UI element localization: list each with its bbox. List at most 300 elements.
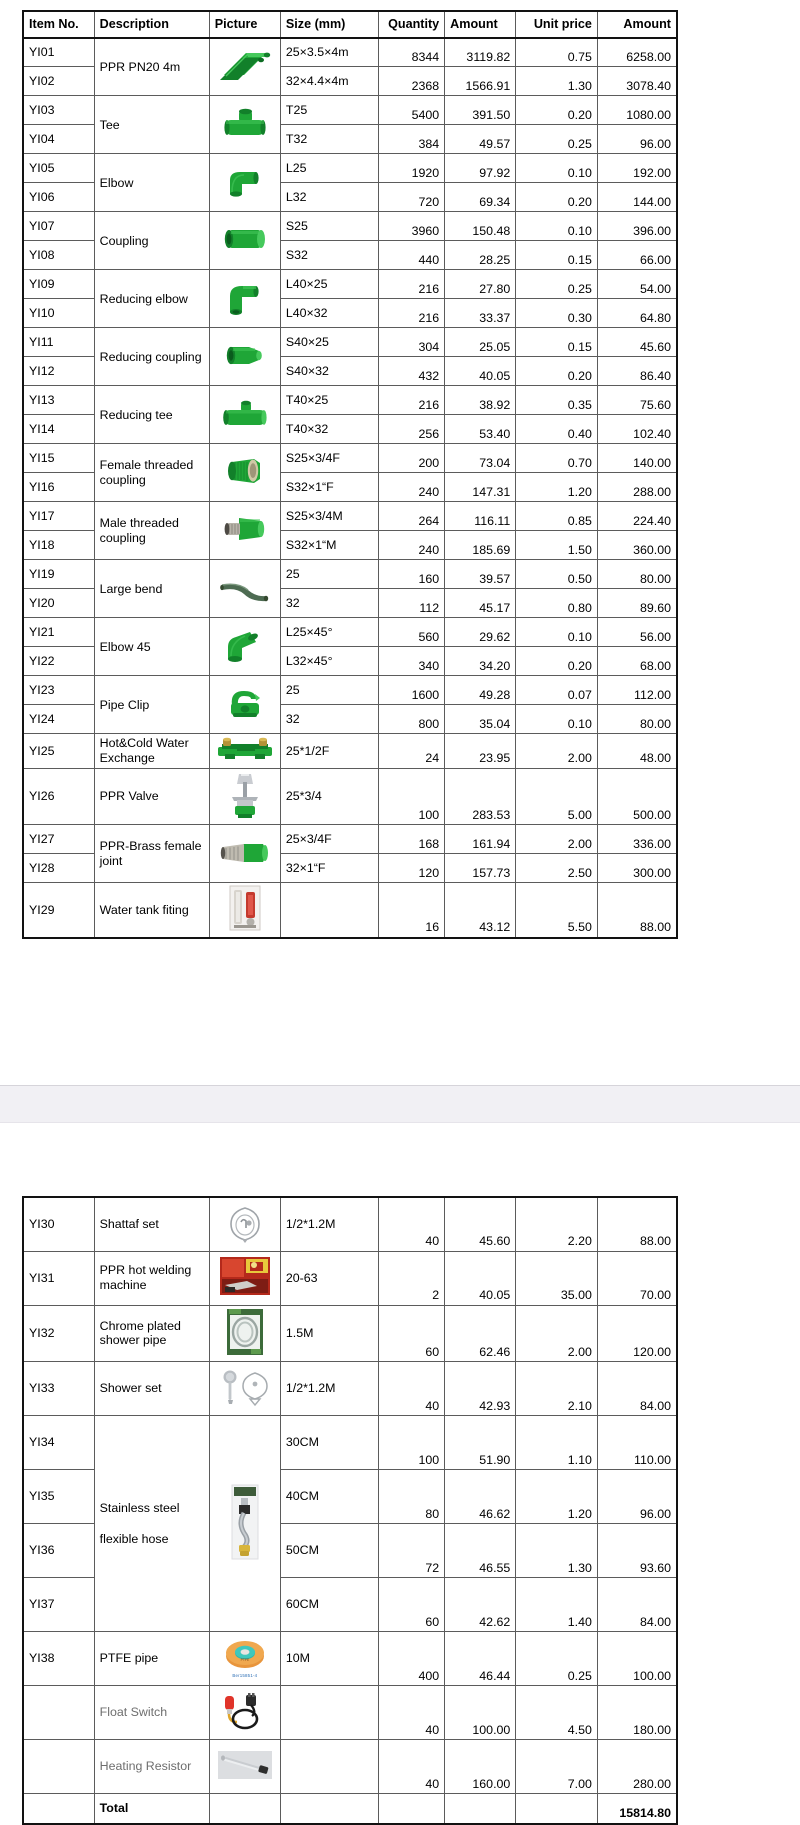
cell-amount: 97.92 [445,154,516,183]
cell-size: 25 [280,560,378,589]
cell-item-no: YI10 [23,299,94,328]
cell-amount: 42.62 [445,1578,516,1632]
cell-description [94,1305,209,1362]
cell-amount: 29.62 [445,618,516,647]
cell-quantity: 200 [379,444,445,473]
cell-description [94,883,209,938]
cell-quantity: 112 [379,589,445,618]
water-tank-fitting-icon [228,884,262,932]
col-header-unit-price: Unit price [516,11,598,38]
cell-amount: 43.12 [445,883,516,938]
cell-total: 93.60 [597,1524,677,1578]
cell-unit-price: 0.20 [516,647,598,676]
table-header-row [23,11,677,38]
cell-amount: 27.80 [445,270,516,299]
cell-total: 54.00 [597,270,677,299]
cell-item-no: YI13 [23,386,94,415]
cell-item-no: YI12 [23,357,94,386]
cell-description [94,1632,209,1686]
elbow-fitting-icon [220,164,270,198]
cell-quantity: 400 [379,1632,445,1686]
cell-description-line1: Stainless steel [99,1501,180,1515]
table-row [23,444,677,473]
cell-total: 110.00 [597,1416,677,1470]
cell-picture [209,502,280,560]
cell-quantity: 256 [379,415,445,444]
cell-quantity: 80 [379,1470,445,1524]
cell-size: T25 [280,96,378,125]
cell-quantity: 440 [379,241,445,270]
cell-total: 68.00 [597,647,677,676]
cell-quantity: 16 [379,883,445,938]
cell-unit-price: 0.20 [516,183,598,212]
cell-amount: 28.25 [445,241,516,270]
cell-description-line2: flexible hose [99,1531,169,1546]
cell-quantity: 100 [379,1416,445,1470]
cell-item-no: YI37 [23,1578,94,1632]
cell-item-no: YI29 [23,883,94,938]
cell-unit-price: 2.00 [516,1305,598,1362]
cell-amount: 62.46 [445,1305,516,1362]
cell-item-no: YI26 [23,768,94,825]
cell-total: 1080.00 [597,96,677,125]
cell-unit-price: 1.20 [516,473,598,502]
cell-total: 6258.00 [597,38,677,67]
cell-unit-price: 0.10 [516,212,598,241]
cell-item-no: YI16 [23,473,94,502]
cell-picture [209,96,280,154]
cell-size [280,1686,378,1740]
tee-fitting-icon [218,106,272,140]
heating-resistor-icon [217,1750,273,1780]
cell-description-text: Reducing coupling [99,349,202,364]
table-row [23,883,677,938]
cell-quantity: 560 [379,618,445,647]
cell-unit-price: 0.25 [516,270,598,299]
cell-size: 25*3/4 [280,768,378,825]
cell-picture [209,560,280,618]
cell-quantity: 120 [379,854,445,883]
cell-amount: 34.20 [445,647,516,676]
cell-quantity: 40 [379,1197,445,1251]
cell-quantity: 384 [379,125,445,154]
cell-amount: 46.55 [445,1524,516,1578]
cell-quantity: 340 [379,647,445,676]
cell-item-no: YI36 [23,1524,94,1578]
cell-unit-price: 2.50 [516,854,598,883]
cell-size: L40×25 [280,270,378,299]
cell-description-text: PTFE pipe [99,1651,159,1666]
cell-item-no: YI20 [23,589,94,618]
cell-unit-price: 0.80 [516,589,598,618]
cell-size: S25×3/4F [280,444,378,473]
table-row [23,618,677,647]
col-header-item-no: Item No. [23,11,94,38]
cell-item-no: YI32 [23,1305,94,1362]
table-row [23,1251,677,1305]
cell-unit-price: 7.00 [516,1740,598,1794]
table-row [23,154,677,183]
cell-quantity: 2 [379,1251,445,1305]
cell-description [94,38,209,96]
cell-size: L32 [280,183,378,212]
cell-item-no: YI27 [23,825,94,854]
cell-total: 64.80 [597,299,677,328]
cell-size: 25*1/2F [280,734,378,768]
cell-amount: 69.34 [445,183,516,212]
cell-amount: 283.53 [445,768,516,825]
cell-amount: 42.93 [445,1362,516,1416]
col-header-quantity: Quantity [379,11,445,38]
page-break-separator [0,1085,800,1123]
cell-unit-price: 0.35 [516,386,598,415]
cell-item-no: YI19 [23,560,94,589]
cell-quantity: 2368 [379,67,445,96]
cell-item-no: YI04 [23,125,94,154]
cell-description [94,270,209,328]
cell-unit-price: 0.75 [516,38,598,67]
cell-quantity: 40 [379,1362,445,1416]
cell-amount [445,1794,516,1824]
cell-total: 96.00 [597,125,677,154]
cell-item-no: YI06 [23,183,94,212]
cell-size: 32×1“F [280,854,378,883]
cell-description [94,1740,209,1794]
cell-item-no: YI03 [23,96,94,125]
cell-quantity [379,1794,445,1824]
cell-description-text: Pipe Clip [99,697,150,712]
cell-item-no: YI23 [23,676,94,705]
cell-amount: 53.40 [445,415,516,444]
cell-unit-price: 1.10 [516,1416,598,1470]
cell-total: 84.00 [597,1362,677,1416]
cell-picture [209,1305,280,1362]
cell-total: 80.00 [597,560,677,589]
cell-size: S40×32 [280,357,378,386]
cell-quantity: 40 [379,1740,445,1794]
cell-unit-price: 0.20 [516,96,598,125]
cell-picture [209,1251,280,1305]
cell-total: 144.00 [597,183,677,212]
cell-picture [209,212,280,270]
ppr-valve-icon [226,770,264,820]
table-row [23,768,677,825]
cell-picture [209,1197,280,1251]
cell-quantity: 100 [379,768,445,825]
cell-total: 56.00 [597,618,677,647]
cell-quantity: 1600 [379,676,445,705]
cell-description [94,1197,209,1251]
cell-unit-price: 2.00 [516,825,598,854]
large-bend-fitting-icon [216,572,274,602]
cell-unit-price: 1.50 [516,531,598,560]
cell-description [94,618,209,676]
cell-description-text: Float Switch [99,1705,168,1720]
cell-unit-price: 0.25 [516,1632,598,1686]
cell-picture [209,1740,280,1794]
cell-item-no: YI07 [23,212,94,241]
table-row [23,386,677,415]
cell-item-no: YI35 [23,1470,94,1524]
cell-picture [209,1794,280,1824]
cell-total: 88.00 [597,1197,677,1251]
cell-quantity: 40 [379,1686,445,1740]
cell-unit-price: 0.30 [516,299,598,328]
cell-unit-price: 1.30 [516,1524,598,1578]
cell-unit-price: 0.10 [516,705,598,734]
cell-unit-price: 0.07 [516,676,598,705]
coupling-fitting-icon [219,224,271,254]
cell-total: 360.00 [597,531,677,560]
cell-picture [209,328,280,386]
cell-amount: 40.05 [445,357,516,386]
col-header-amount-2: Amount [597,11,677,38]
cell-unit-price: 2.10 [516,1362,598,1416]
cell-picture [209,1362,280,1416]
cell-description [94,560,209,618]
cell-description [94,734,209,768]
cell-description-text: PPR PN20 4m [99,59,181,74]
cell-amount: 45.17 [445,589,516,618]
cell-description-text: Male threaded coupling [99,516,179,545]
cell-amount: 157.73 [445,854,516,883]
cell-item-no [23,1740,94,1794]
cell-unit-price: 5.00 [516,768,598,825]
float-switch-icon [219,1692,271,1730]
cell-unit-price: 1.40 [516,1578,598,1632]
cell-picture [209,618,280,676]
cell-total: 84.00 [597,1578,677,1632]
cell-total: 80.00 [597,705,677,734]
cell-description [94,1416,209,1632]
cell-description-text: Shower set [99,1381,162,1396]
cell-description [94,212,209,270]
cell-amount: 147.31 [445,473,516,502]
cell-unit-price: 35.00 [516,1251,598,1305]
cell-description-text: PPR Valve [99,789,159,804]
cell-size: 32×4.4×4m [280,67,378,96]
cell-size: S32 [280,241,378,270]
cell-size: T40×32 [280,415,378,444]
cell-description-text: Water tank fiting [99,902,189,917]
cell-picture [209,1686,280,1740]
cell-picture [209,883,280,938]
cell-item-no: YI33 [23,1362,94,1416]
cell-amount: 23.95 [445,734,516,768]
cell-size: 30CM [280,1416,378,1470]
cell-item-no [23,1794,94,1824]
cell-item-no: YI28 [23,854,94,883]
table-row [23,328,677,357]
cell-picture [209,768,280,825]
cell-amount: 51.90 [445,1416,516,1470]
table-row [23,676,677,705]
table-row [23,560,677,589]
table-row [23,1197,677,1251]
cell-item-no: YI22 [23,647,94,676]
cell-total: 396.00 [597,212,677,241]
cell-size: S25×3/4M [280,502,378,531]
cell-amount: 46.44 [445,1632,516,1686]
cell-size [280,1794,378,1824]
cell-total: 192.00 [597,154,677,183]
cell-description-text: PPR hot welding machine [99,1263,192,1292]
ppr-pipe-bundle-icon [216,45,274,85]
cell-size: 10M [280,1632,378,1686]
col-header-size: Size (mm) [280,11,378,38]
cell-total: 140.00 [597,444,677,473]
cell-amount: 73.04 [445,444,516,473]
cell-item-no: YI25 [23,734,94,768]
table-body [23,38,677,938]
cell-quantity: 216 [379,299,445,328]
total-row [23,1794,677,1824]
cell-unit-price: 0.10 [516,154,598,183]
cell-item-no: YI38 [23,1632,94,1686]
cell-item-no: YI31 [23,1251,94,1305]
cell-amount: 40.05 [445,1251,516,1305]
cell-total: 75.60 [597,386,677,415]
cell-unit-price: 0.85 [516,502,598,531]
cell-item-no: YI05 [23,154,94,183]
cell-total: 66.00 [597,241,677,270]
cell-amount: 35.04 [445,705,516,734]
table-row [23,38,677,67]
cell-size: 25 [280,676,378,705]
table-body [23,1197,677,1824]
cell-total: 48.00 [597,734,677,768]
cell-size: 25×3.5×4m [280,38,378,67]
cell-total: 102.40 [597,415,677,444]
cell-item-no: YI24 [23,705,94,734]
female-threaded-coupling-icon [220,454,270,488]
cell-quantity: 168 [379,825,445,854]
col-header-amount-1: Amount [445,11,516,38]
cell-quantity: 8344 [379,38,445,67]
cell-unit-price: 0.25 [516,125,598,154]
cell-total: 100.00 [597,1632,677,1686]
cell-total: 300.00 [597,854,677,883]
table-row [23,212,677,241]
cell-total-label: Total [94,1794,209,1824]
cell-quantity: 432 [379,357,445,386]
cell-item-no: YI09 [23,270,94,299]
cell-unit-price [516,1794,598,1824]
cell-description [94,386,209,444]
cell-unit-price: 5.50 [516,883,598,938]
table-row [23,734,677,768]
cell-description-text: Elbow [99,175,134,190]
cell-size: T40×25 [280,386,378,415]
cell-size: 40CM [280,1470,378,1524]
cell-size: L40×32 [280,299,378,328]
cell-description [94,1251,209,1305]
cell-item-no: YI30 [23,1197,94,1251]
cell-unit-price: 2.00 [516,734,598,768]
shattaf-set-icon [219,1200,271,1244]
cell-description-text: Reducing elbow [99,291,188,306]
cell-description [94,96,209,154]
cell-amount: 33.37 [445,299,516,328]
cell-total: 96.00 [597,1470,677,1524]
cell-description-text: Heating Resistor [99,1759,192,1774]
picture-caption: Ber15851-4 [232,1673,258,1679]
cell-description-text: Reducing tee [99,407,173,422]
hot-cold-water-exchange-icon [213,736,277,762]
cell-item-no [23,1686,94,1740]
col-header-description: Description [94,11,209,38]
table-row [23,96,677,125]
cell-total: 180.00 [597,1686,677,1740]
cell-quantity: 800 [379,705,445,734]
cell-size: 1/2*1.2M [280,1362,378,1416]
cell-description [94,154,209,212]
reducing-tee-fitting-icon [217,397,273,429]
cell-size: 1/2*1.2M [280,1197,378,1251]
cell-item-no: YI17 [23,502,94,531]
ppr-brass-female-joint-icon [217,838,273,866]
cell-quantity: 60 [379,1578,445,1632]
cell-amount: 150.48 [445,212,516,241]
cell-amount: 49.28 [445,676,516,705]
cell-amount: 185.69 [445,531,516,560]
table-row [23,502,677,531]
cell-unit-price: 0.15 [516,241,598,270]
cell-amount: 45.60 [445,1197,516,1251]
cell-size: 20-63 [280,1251,378,1305]
cell-item-no: YI02 [23,67,94,96]
cell-size: 25×3/4F [280,825,378,854]
reducing-coupling-fitting-icon [219,341,271,369]
cell-item-no: YI18 [23,531,94,560]
table-row [23,1632,677,1686]
cell-size: 32 [280,589,378,618]
cell-unit-price: 0.70 [516,444,598,473]
cell-total: 120.00 [597,1305,677,1362]
cell-total: 3078.40 [597,67,677,96]
cell-item-no: YI15 [23,444,94,473]
cell-amount: 161.94 [445,825,516,854]
cell-total: 112.00 [597,676,677,705]
reducing-elbow-fitting-icon [222,278,268,316]
cell-quantity: 240 [379,531,445,560]
cell-size: S32×1“M [280,531,378,560]
cell-quantity: 160 [379,560,445,589]
shower-set-icon [217,1367,273,1407]
table-row [23,825,677,854]
cell-unit-price: 0.20 [516,357,598,386]
cell-picture [209,386,280,444]
cell-item-no: YI34 [23,1416,94,1470]
cell-description-text: Female threaded coupling [99,458,194,487]
cell-description [94,768,209,825]
cell-size: S40×25 [280,328,378,357]
cell-description-text: Tee [99,117,120,132]
cell-description [94,825,209,883]
cell-total: 288.00 [597,473,677,502]
cell-item-no: YI11 [23,328,94,357]
stainless-steel-flexible-hose-icon [227,1483,263,1561]
cell-picture [209,1416,280,1632]
cell-description [94,444,209,502]
cell-picture [209,676,280,734]
cell-description [94,502,209,560]
cell-size: L25 [280,154,378,183]
cell-picture [209,444,280,502]
cell-total: 88.00 [597,883,677,938]
cell-quantity: 24 [379,734,445,768]
cell-unit-price: 0.40 [516,415,598,444]
